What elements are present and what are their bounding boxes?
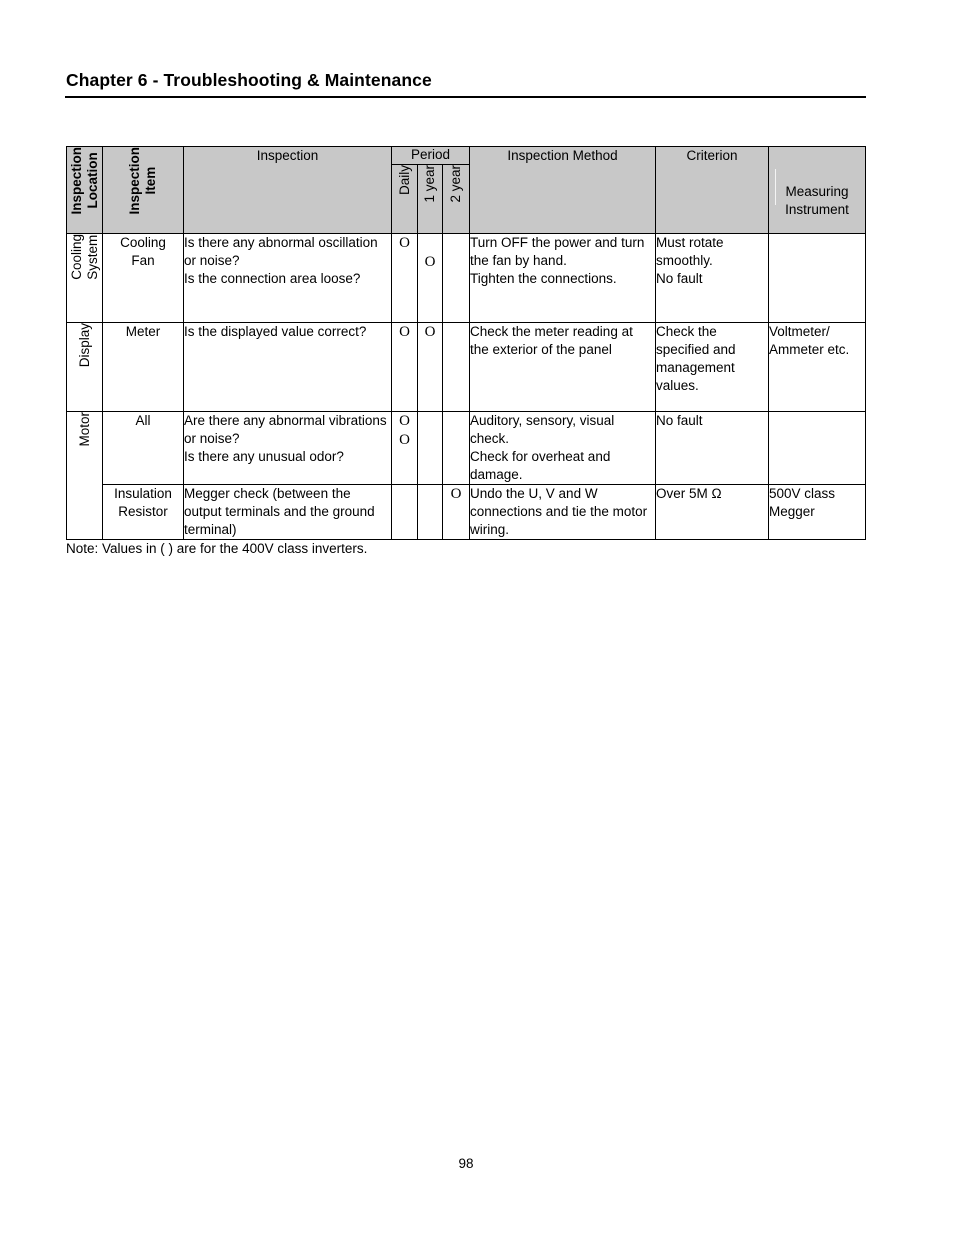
- header-period: Period: [392, 147, 470, 165]
- header-inspection-item: [103, 147, 184, 234]
- inspection-cell: Is there any abnormal oscillation or noise? Is the connection area loose?: [184, 234, 392, 323]
- header-daily-label: Daily: [396, 165, 412, 196]
- location-cell: [67, 412, 103, 540]
- instrument-cell: [769, 412, 866, 485]
- header-daily: [392, 165, 418, 234]
- one-year-mark: [418, 412, 443, 485]
- item-cell: Cooling Fan: [103, 234, 184, 323]
- criterion-cell: Check the specified and management values.: [656, 323, 769, 412]
- one-year-mark: [418, 485, 443, 540]
- inspection-cell: Is the displayed value correct?: [184, 323, 392, 412]
- header-2-year-label: 2 year: [448, 165, 463, 203]
- one-year-mark: O: [418, 323, 443, 412]
- inspection-table: [66, 146, 866, 540]
- table-row: [67, 485, 866, 540]
- header-criterion: Criterion: [656, 147, 769, 234]
- page-number: 98: [458, 1156, 474, 1171]
- method-cell: Check the meter reading at the exterior of the panel: [470, 323, 656, 412]
- daily-mark: [392, 485, 418, 540]
- location-cell: [67, 234, 103, 323]
- item-cell: All: [103, 412, 184, 485]
- header-measuring-instrument-label: Measuring Instrument: [785, 184, 849, 217]
- header-measuring-instrument: [769, 147, 866, 234]
- method-cell: Undo the U, V and W connections and tie the motor wiring.: [470, 485, 656, 540]
- location-label: Motor: [76, 412, 92, 447]
- header-inspection-location-label: Inspection Location: [68, 147, 100, 215]
- two-year-mark: [443, 323, 470, 412]
- location-label: Display: [76, 323, 92, 368]
- two-year-mark: [443, 412, 470, 485]
- header-1-year: [418, 165, 443, 234]
- location-cell: [67, 323, 103, 412]
- inspection-cell: Megger check (between the output terminals and the ground terminal): [184, 485, 392, 540]
- header-divider-gap: [775, 169, 776, 205]
- criterion-cell: No fault: [656, 412, 769, 485]
- criterion-cell: Over 5M Ω: [656, 485, 769, 540]
- header-inspection: Inspection: [184, 147, 392, 234]
- daily-mark: O: [392, 323, 418, 412]
- criterion-cell: Must rotate smoothly. No fault: [656, 234, 769, 323]
- instrument-cell: [769, 234, 866, 323]
- chapter-title: Chapter 6 - Troubleshooting & Maintenance: [66, 70, 432, 90]
- daily-mark: O: [392, 234, 418, 323]
- inspection-cell: Are there any abnormal vibrations or noise? Is there any unusual odor?: [184, 412, 392, 485]
- method-cell: Auditory, sensory, visual check. Check for overheat and damage.: [470, 412, 656, 485]
- item-cell: Insulation Resistor: [103, 485, 184, 540]
- table-note: Note: Values in ( ) are for the 400V class inverters.: [66, 541, 368, 556]
- table-header-row: [67, 147, 866, 165]
- table-row: [67, 234, 866, 323]
- table-row: [67, 412, 866, 485]
- header-2-year: [443, 165, 470, 234]
- daily-mark: O O: [392, 412, 418, 485]
- two-year-mark: O: [443, 485, 470, 540]
- item-cell: Meter: [103, 323, 184, 412]
- location-label: Cooling System: [68, 234, 100, 280]
- table-row: [67, 323, 866, 412]
- instrument-cell: Voltmeter/ Ammeter etc.: [769, 323, 866, 412]
- header-inspection-item-label: Inspection Item: [127, 147, 158, 215]
- header-inspection-location: [67, 147, 103, 234]
- instrument-cell: 500V class Megger: [769, 485, 866, 540]
- two-year-mark: [443, 234, 470, 323]
- header-1-year-label: 1 year: [422, 165, 437, 203]
- one-year-mark: O: [418, 234, 443, 323]
- title-divider: [65, 96, 866, 98]
- method-cell: Turn OFF the power and turn the fan by hand. Tighten the connections.: [470, 234, 656, 323]
- header-inspection-method: Inspection Method: [470, 147, 656, 234]
